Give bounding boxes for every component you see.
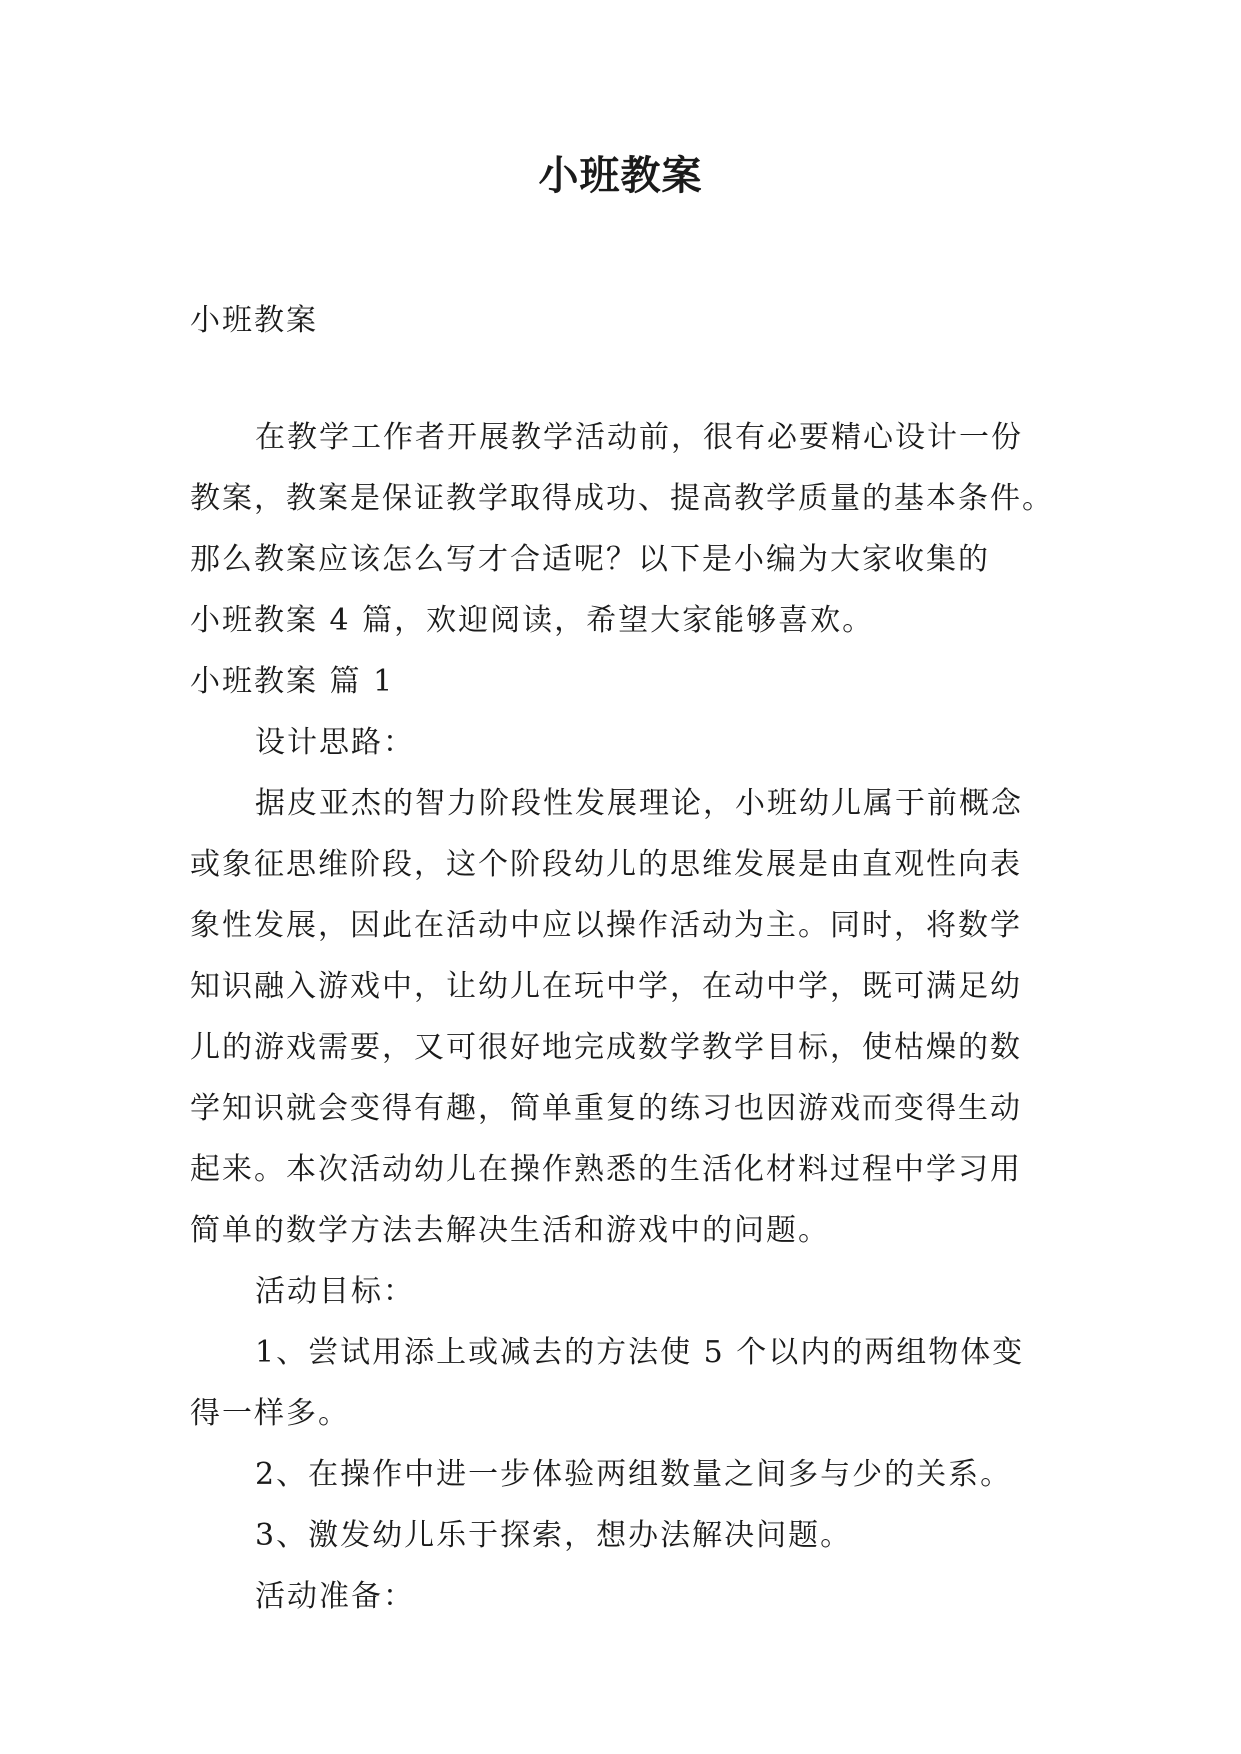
- document-body: [190, 290, 1058, 1627]
- prep-heading: 活动准备：: [255, 1579, 415, 1614]
- goal-item-1-continued: 得一样多。: [190, 1396, 350, 1431]
- goal-item-1: 1、尝试用添上或减去的方法使 5 个以内的两组物体变: [255, 1335, 1025, 1370]
- design-line: 起来。本次活动幼儿在操作熟悉的生活化材料过程中学习用: [190, 1152, 1022, 1187]
- design-line: 象性发展，因此在活动中应以操作活动为主。同时，将数学: [190, 908, 1022, 943]
- document-title: 小班教案: [538, 152, 703, 199]
- intro-line: 在教学工作者开展教学活动前，很有必要精心设计一份: [255, 420, 1023, 455]
- intro-line: 那么教案应该怎么写才合适呢？以下是小编为大家收集的: [190, 542, 990, 577]
- design-line: 学知识就会变得有趣，简单重复的练习也因游戏而变得生动: [190, 1091, 1022, 1126]
- blank-gap: [190, 351, 1058, 407]
- design-line: 或象征思维阶段，这个阶段幼儿的思维发展是由直观性向表: [190, 847, 1022, 882]
- goal-item-3: 3、激发幼儿乐于探索，想办法解决问题。: [255, 1518, 853, 1553]
- intro-line: 小班教案 4 篇，欢迎阅读，希望大家能够喜欢。: [190, 603, 875, 638]
- design-line: 儿的游戏需要，又可很好地完成数学教学目标，使枯燥的数: [190, 1030, 1022, 1065]
- design-line: 据皮亚杰的智力阶段性发展理论，小班幼儿属于前概念: [255, 786, 1023, 821]
- section-heading: 小班教案 篇 1: [190, 664, 395, 699]
- document-subtitle: 小班教案: [190, 303, 318, 338]
- design-line: 简单的数学方法去解决生活和游戏中的问题。: [190, 1213, 830, 1248]
- design-heading: 设计思路：: [255, 725, 415, 760]
- goals-heading: 活动目标：: [255, 1274, 415, 1309]
- intro-line: 教案，教案是保证教学取得成功、提高教学质量的基本条件。: [190, 481, 1054, 516]
- design-line: 知识融入游戏中，让幼儿在玩中学，在动中学，既可满足幼: [190, 969, 1022, 1004]
- goal-item-2: 2、在操作中进一步体验两组数量之间多与少的关系。: [255, 1457, 1013, 1492]
